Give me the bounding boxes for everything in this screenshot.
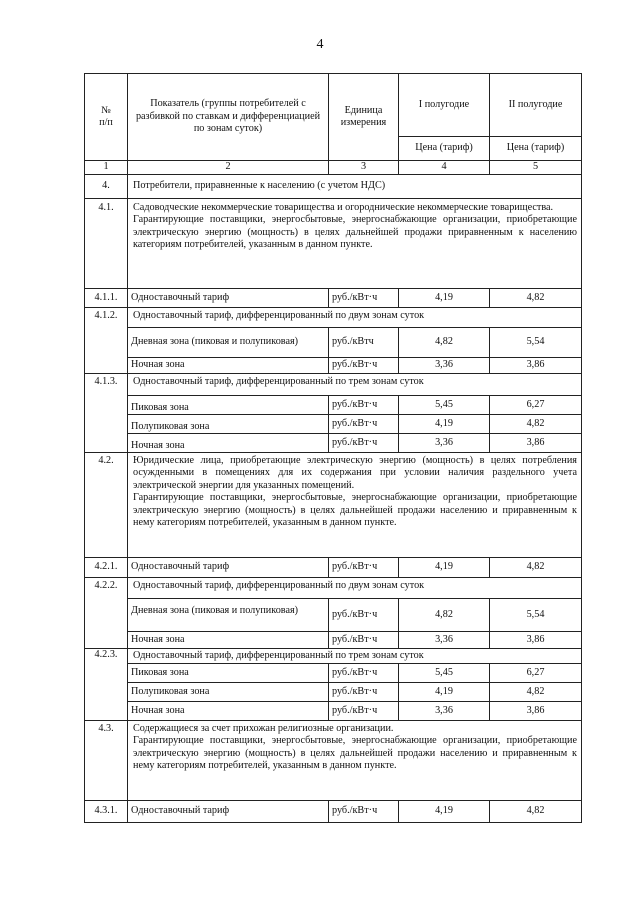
row-text-line: Гарантирующие поставщики, энергосбытовые, энергоснабжающие организации, приобретающие электрическую энергию (мощность) в целях дальнейшей продажи населению и приравненным к нему категориям потребителей, указанным в данном пункте. xyxy=(133,735,577,772)
row-price-1: 4,19 xyxy=(399,801,490,823)
row-number: 4. xyxy=(85,175,128,199)
zone-price-1: 5,45 xyxy=(399,664,490,683)
zone-label: Полупиковая зона xyxy=(128,683,329,702)
header-unit: Единица измерения xyxy=(329,74,399,161)
header-half1: I полугодие xyxy=(399,74,490,137)
zone-label: Дневная зона (пиковая и полупиковая) xyxy=(128,328,329,358)
row-label: Одноставочный тариф xyxy=(128,558,329,578)
zone-row xyxy=(85,396,582,415)
zone-row xyxy=(85,415,582,434)
zone-price-1: 4,82 xyxy=(399,328,490,358)
row-unit: руб./кВт·ч xyxy=(329,289,399,308)
zone-price-1: 4,82 xyxy=(399,599,490,632)
zone-label: Пиковая зона xyxy=(128,664,329,683)
zone-price-1: 4,19 xyxy=(399,415,490,434)
table-row xyxy=(85,721,582,801)
page-number: 4 xyxy=(316,37,324,52)
zone-row xyxy=(85,632,582,649)
row-text-line: Гарантирующие поставщики, энергосбытовые, энергоснабжающие организации, приобретающие электрическую энергию (мощность) в целях дальнейшей продажи приравненным к населению категориям потребителей, указанным в данном пункте. xyxy=(133,214,577,251)
zone-unit: руб./кВт·ч xyxy=(329,702,399,721)
zone-row xyxy=(85,664,582,683)
zone-unit: руб./кВт·ч xyxy=(329,664,399,683)
row-price-1: 4,19 xyxy=(399,289,490,308)
row-text: Одноставочный тариф, дифференцированный по двум зонам суток xyxy=(128,578,582,599)
zone-price-1: 5,45 xyxy=(399,396,490,415)
row-number: 4.2.2. xyxy=(85,578,128,649)
zone-price-2: 5,54 xyxy=(490,599,582,632)
zone-price-2: 3,86 xyxy=(490,702,582,721)
row-price-2: 4,82 xyxy=(490,801,582,823)
header-num: № п/п xyxy=(85,74,128,161)
row-text-line: Юридические лица, приобретающие электрическую энергию (мощность) в целях потребления осужденными в помещениях для их содержания при условии наличия раздельного учета электрической энергии для указанных помещений. xyxy=(133,455,577,491)
row-number: 4.1.3. xyxy=(85,374,128,453)
table-row xyxy=(85,453,582,558)
zone-row xyxy=(85,328,582,358)
column-number-row xyxy=(85,161,582,175)
zone-unit: руб./кВт·ч xyxy=(329,599,399,632)
table-row xyxy=(85,578,582,599)
header-half2: II полугодие xyxy=(490,74,582,137)
row-number: 4.1. xyxy=(85,199,128,289)
row-unit: руб./кВт·ч xyxy=(329,801,399,823)
table-row xyxy=(85,199,582,289)
row-number: 4.2. xyxy=(85,453,128,558)
zone-price-1: 3,36 xyxy=(399,632,490,649)
zone-price-2: 6,27 xyxy=(490,664,582,683)
row-unit: руб./кВт·ч xyxy=(329,558,399,578)
row-label: Одноставочный тариф xyxy=(128,801,329,823)
zone-label: Ночная зона xyxy=(128,632,329,649)
zone-label: Ночная зона xyxy=(128,702,329,721)
row-text: Потребители, приравненные к населению (с учетом НДС) xyxy=(128,175,582,199)
table-row xyxy=(85,558,582,578)
row-number: 4.1.2. xyxy=(85,308,128,374)
zone-price-2: 3,86 xyxy=(490,434,582,453)
zone-unit: руб./кВт·ч xyxy=(329,683,399,702)
row-number: 4.3.1. xyxy=(85,801,128,823)
zone-price-2: 6,27 xyxy=(490,396,582,415)
table-row xyxy=(85,649,582,664)
row-label: Одноставочный тариф xyxy=(128,289,329,308)
row-text-line: Садоводческие некоммерческие товарищества и огороднические некоммерческие товарищества. xyxy=(133,202,554,213)
row-text xyxy=(128,199,582,289)
zone-row xyxy=(85,702,582,721)
col-number: 1 xyxy=(85,161,128,175)
zone-row xyxy=(85,358,582,374)
header-price1: Цена (тариф) xyxy=(399,137,490,161)
row-number: 4.2.3. xyxy=(85,649,128,721)
col-number: 4 xyxy=(399,161,490,175)
zone-price-2: 4,82 xyxy=(490,683,582,702)
zone-price-1: 3,36 xyxy=(399,434,490,453)
row-number: 4.3. xyxy=(85,721,128,801)
row-text xyxy=(128,453,582,558)
zone-price-2: 3,86 xyxy=(490,632,582,649)
zone-row xyxy=(85,434,582,453)
row-price-1: 4,19 xyxy=(399,558,490,578)
col-number: 2 xyxy=(128,161,329,175)
zone-unit: руб./кВт·ч xyxy=(329,632,399,649)
table-row xyxy=(85,308,582,328)
zone-price-2: 3,86 xyxy=(490,358,582,374)
col-number: 3 xyxy=(329,161,399,175)
row-text-line: Содержащиеся за счет прихожан религиозные организации. xyxy=(133,723,394,734)
zone-label: Ночная зона xyxy=(128,434,329,453)
zone-unit: руб./кВт·ч xyxy=(329,396,399,415)
row-text-line: Гарантирующие поставщики, энергосбытовые, энергоснабжающие организации, приобретающие электрическую энергию (мощность) в целях дальнейшей продажи населению и приравненным к нему категориям потребителей, указанным в данном пункте. xyxy=(133,492,577,529)
zone-price-1: 3,36 xyxy=(399,358,490,374)
zone-unit: руб./кВт·ч xyxy=(329,415,399,434)
zone-row xyxy=(85,683,582,702)
col-number: 5 xyxy=(490,161,582,175)
row-text: Одноставочный тариф, дифференцированный по двум зонам суток xyxy=(128,308,582,328)
header-indicator: Показатель (группы потребителей с разбивкой по ставкам и дифференциацией по зонам суток) xyxy=(128,74,329,161)
table-row xyxy=(85,801,582,823)
row-text: Одноставочный тариф, дифференцированный по трем зонам суток xyxy=(128,374,582,396)
zone-row xyxy=(85,599,582,632)
header-row xyxy=(85,74,582,137)
zone-label: Полупиковая зона xyxy=(128,415,329,434)
header-price2: Цена (тариф) xyxy=(490,137,582,161)
row-price-2: 4,82 xyxy=(490,289,582,308)
zone-label: Дневная зона (пиковая и полупиковая) xyxy=(128,599,329,632)
zone-price-1: 3,36 xyxy=(399,702,490,721)
row-price-2: 4,82 xyxy=(490,558,582,578)
zone-price-2: 4,82 xyxy=(490,415,582,434)
tariff-table xyxy=(84,73,582,823)
zone-label: Пиковая зона xyxy=(128,396,329,415)
table-row xyxy=(85,175,582,199)
zone-price-2: 5,54 xyxy=(490,328,582,358)
table-row xyxy=(85,289,582,308)
row-number: 4.1.1. xyxy=(85,289,128,308)
row-text xyxy=(128,721,582,801)
zone-label: Ночная зона xyxy=(128,358,329,374)
zone-unit: руб./кВт·ч xyxy=(329,434,399,453)
table-row xyxy=(85,374,582,396)
zone-unit: руб./кВтч xyxy=(329,328,399,358)
zone-price-1: 4,19 xyxy=(399,683,490,702)
zone-unit: руб./кВт·ч xyxy=(329,358,399,374)
row-text: Одноставочный тариф, дифференцированный по трем зонам суток xyxy=(128,649,582,664)
row-number: 4.2.1. xyxy=(85,558,128,578)
